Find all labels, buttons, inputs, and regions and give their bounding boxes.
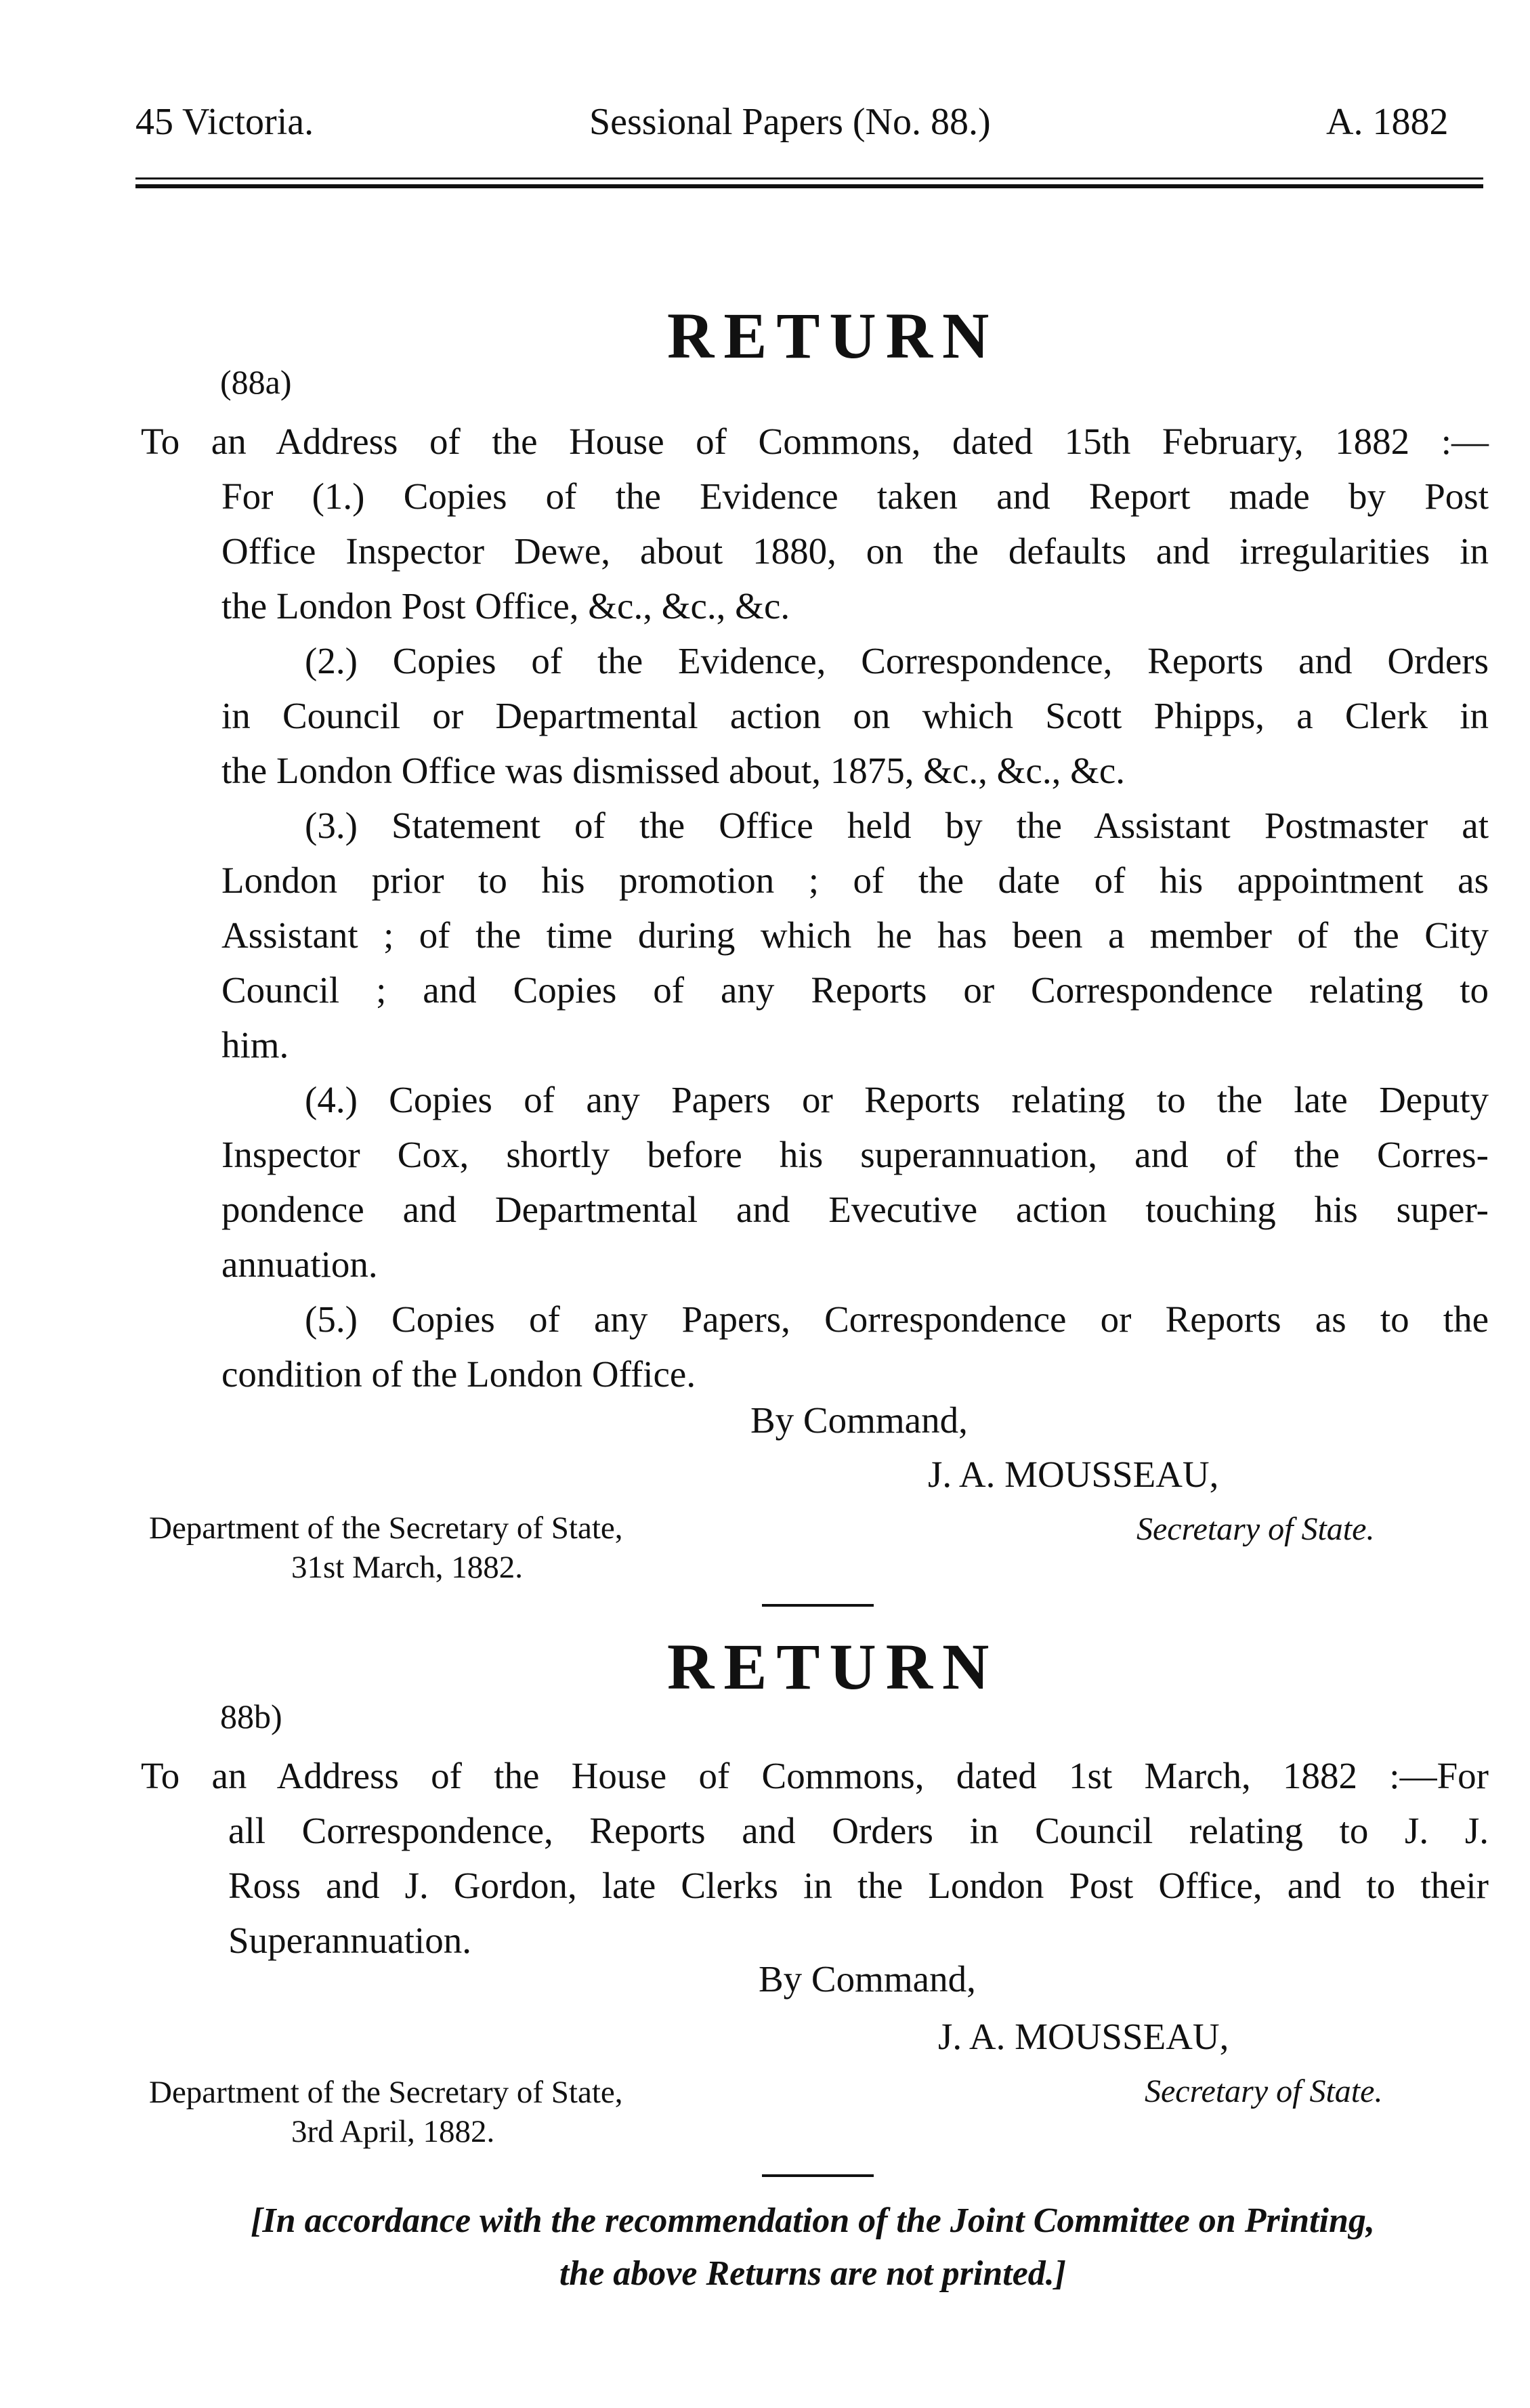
address-line: Superannuation. [228,1920,471,1961]
item-line: pondence and Departmental and Evecutive action touching his super- [221,1189,1489,1230]
by-command-88b: By Command, [759,1958,976,2000]
item-line: Inspector Cox, shortly before his superannuation, and of the Corres- [221,1134,1489,1175]
header-rule-top [135,177,1483,179]
item-line: London prior to his promotion ; of the date of his appointment as [221,860,1489,901]
return-number-88b: 88b) [220,1697,282,1735]
section-divider [762,2174,874,2177]
by-command-88a: By Command, [750,1399,968,1441]
item-line: him. [221,1024,289,1065]
item-88a-4 [221,1072,1489,1292]
item-line: (5.) Copies of any Papers, Correspondence or Reports as to the [305,1298,1489,1340]
item-88a-2 [221,633,1489,798]
item-line: (3.) Statement of the Office held by the Assistant Postmaster at [305,805,1489,846]
date-88a: 31st March, 1882. [291,1550,524,1585]
department-88b: Department of the Secretary of State, [149,2075,623,2110]
item-88a-5 [221,1292,1489,1401]
item-line: condition of the London Office. [221,1353,696,1395]
item-line: Office Inspector Dewe, about 1880, on the defaults and irregularities in [221,530,1489,572]
return-title-88a: RETURN [667,299,999,372]
address-88a [141,414,1489,469]
header-year: A. 1882 [1326,101,1449,143]
signatory-88b: J. A. MOUSSEAU, [938,2016,1229,2057]
address-line: To an Address of the House of Commons, dated 1st March, 1882 :—For [141,1755,1489,1796]
item-line: annuation. [221,1244,378,1285]
address-line: To an Address of the House of Commons, dated 15th February, 1882 :— [141,421,1489,462]
printing-note-line: [In accordance with the recommendation of the Joint Committee on Printing, [251,2201,1375,2240]
return-title-88b: RETURN [667,1630,999,1703]
item-line: Assistant ; of the time during which he has been a member of the City [221,914,1489,956]
section-divider [762,1604,874,1607]
signatory-title-88b: Secretary of State. [1145,2073,1383,2109]
item-line: (2.) Copies of the Evidence, Correspondence, Reports and Orders [305,640,1489,681]
item-line: in Council or Departmental action on which Scott Phipps, a Clerk in [221,695,1489,736]
address-line: all Correspondence, Reports and Orders in Council relating to J. J. [228,1810,1489,1851]
header-rule-bottom [135,184,1483,188]
signatory-88a: J. A. MOUSSEAU, [928,1454,1219,1495]
item-88a-3 [221,798,1489,1072]
header-volume: 45 Victoria. [135,101,314,143]
date-88b: 3rd April, 1882. [291,2114,495,2149]
address-88b [141,1748,1489,1803]
item-88a-1 [221,469,1489,633]
signatory-title-88a: Secretary of State. [1136,1511,1375,1547]
printing-note [135,2195,1490,2300]
return-number-88a: (88a) [220,363,292,401]
item-line: For (1.) Copies of the Evidence taken and Report made by Post [221,476,1489,517]
item-line: the London Post Office, &c., &c., &c. [221,585,790,627]
address-88b-continued [228,1803,1489,1968]
item-line: (4.) Copies of any Papers or Reports relating to the late Deputy [305,1079,1489,1120]
item-line: the London Office was dismissed about, 1875, &c., &c., &c. [221,750,1126,791]
printing-note-line: the above Returns are not printed.] [559,2254,1067,2293]
address-line: Ross and J. Gordon, late Clerks in the London Post Office, and to their [228,1865,1489,1906]
header-sessional-papers: Sessional Papers (No. 88.) [589,101,991,143]
department-88a: Department of the Secretary of State, [149,1511,623,1546]
item-line: Council ; and Copies of any Reports or Correspondence relating to [221,969,1489,1011]
